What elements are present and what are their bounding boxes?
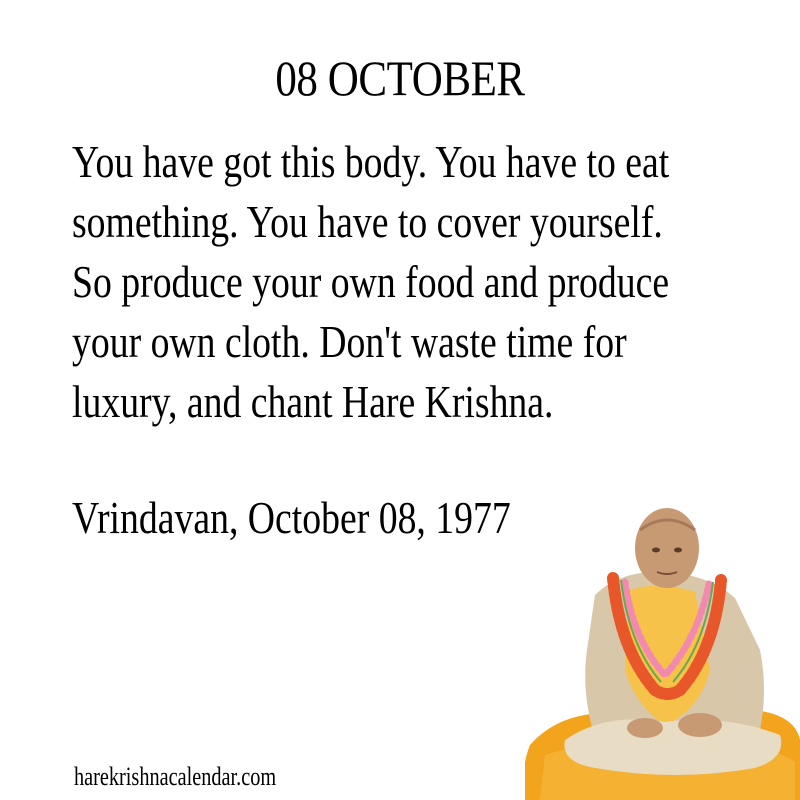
quote-line: You have got this body. You have to eat <box>72 136 670 187</box>
quote-line: something. You have to cover yourself. <box>72 196 663 247</box>
legs <box>564 719 781 775</box>
quote-text <box>72 132 695 432</box>
quote-line: your own cloth. Don't waste time for <box>72 316 627 367</box>
portrait-image <box>525 500 800 800</box>
hands <box>678 713 722 737</box>
website-link[interactable]: harekrishnacalendar.com <box>74 762 277 791</box>
quote-line: So produce your own food and produce <box>72 256 670 307</box>
quote-line: luxury, and chant Hare Krishna. <box>72 376 554 427</box>
quote-source: Vrindavan, October 08, 1977 <box>72 492 511 543</box>
date-heading: 08 OCTOBER <box>275 50 525 106</box>
